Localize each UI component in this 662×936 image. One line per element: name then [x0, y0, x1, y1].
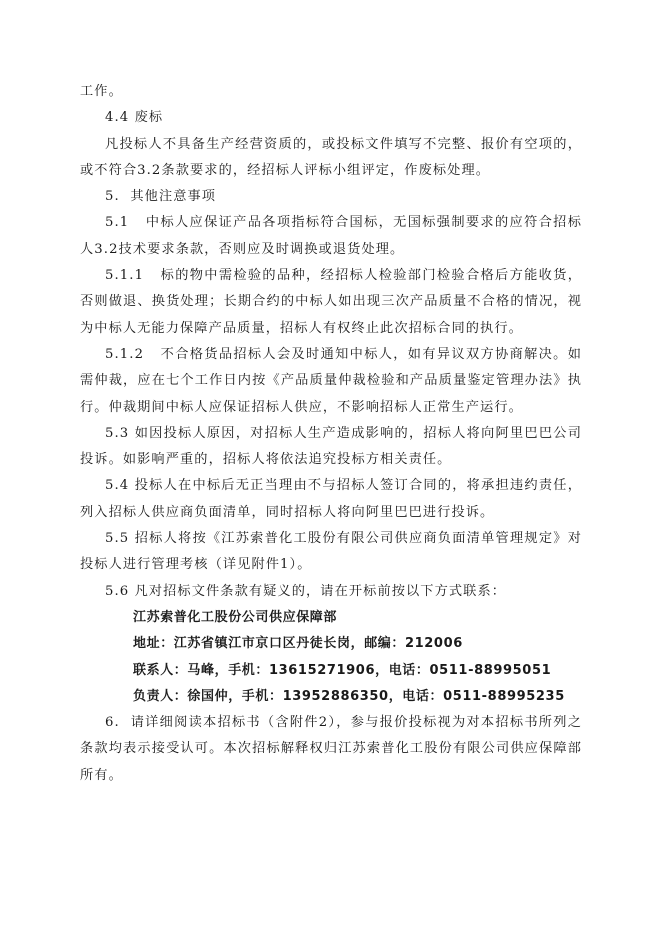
clause-5-5: 5.5 招标人将按《江苏索普化工股份有限公司供应商负面清单管理规定》对投标人进行管理考核（详见附件1）。	[80, 531, 582, 573]
clause-5-1-2: 5.1.2 不合格货品招标人会及时通知中标人，如有异议双方协商解决。如需仲裁，应在七个工作日内按《产品质量仲裁检验和产品质量鉴定管理办法》执行。仲裁期间中标人应保证招标人供应，不影响招标人正常生产运行。	[80, 346, 582, 415]
closing-clause-6: 6. 请详细阅读本招标书（含附件2），参与报价投标视为对本招标书所列之条款均表示接受认可。本次招标解释权归江苏索普化工股份有限公司供应保障部所有。	[80, 715, 582, 783]
paragraph-continuation: 工作。	[80, 84, 123, 99]
document-page	[80, 79, 582, 789]
contact-address: 地址：江苏省镇江市京口区丹徒长岗，邮编：212006	[133, 636, 463, 652]
contact-department: 江苏索普化工股份公司供应保障部	[133, 609, 338, 625]
heading-4-4-invalid-bid: 4.4 废标	[105, 110, 164, 126]
clause-5-1-1: 5.1.1 标的物中需检验的品种，经招标人检验部门检验合格后方能收货，否则做退、换货处理；长期合约的中标人如出现三次产品质量不合格的情况，视为中标人无能力保障产品质量，招标人有权终止此次招标合同的执行。	[80, 268, 582, 336]
heading-5-other-notes: 5. 其他注意事项	[105, 189, 217, 205]
clause-5-3: 5.3 如因投标人原因，对招标人生产造成影响的，招标人将向阿里巴巴公司投诉。如影响严重的，招标人将依法追究投标方相关责任。	[80, 425, 582, 468]
contact-person: 联系人：马峰，手机：13615271906，电话：0511-88995051	[133, 662, 552, 678]
clause-5-1: 5.1 中标人应保证产品各项指标符合国标，无国标强制要求的应符合招标人3.2技术要求条款，否则应及时调换或退货处理。	[80, 215, 582, 257]
paragraph-invalid-bid: 凡投标人不具备生产经营资质的，或投标文件填写不完整、报价有空项的，或不符合3.2条款要求的，经招标人评标小组评定，作废标处理。	[80, 136, 582, 178]
clause-5-4: 5.4 投标人在中标后无正当理由不与招标人签订合同的，将承担违约责任，列入招标人供应商负面清单，同时招标人将向阿里巴巴进行投诉。	[80, 478, 582, 520]
clause-5-6: 5.6 凡对招标文件条款有疑义的，请在开标前按以下方式联系：	[105, 583, 507, 599]
responsible-person: 负责人：徐国仲，手机：13952886350，电话：0511-88995235	[133, 688, 565, 704]
